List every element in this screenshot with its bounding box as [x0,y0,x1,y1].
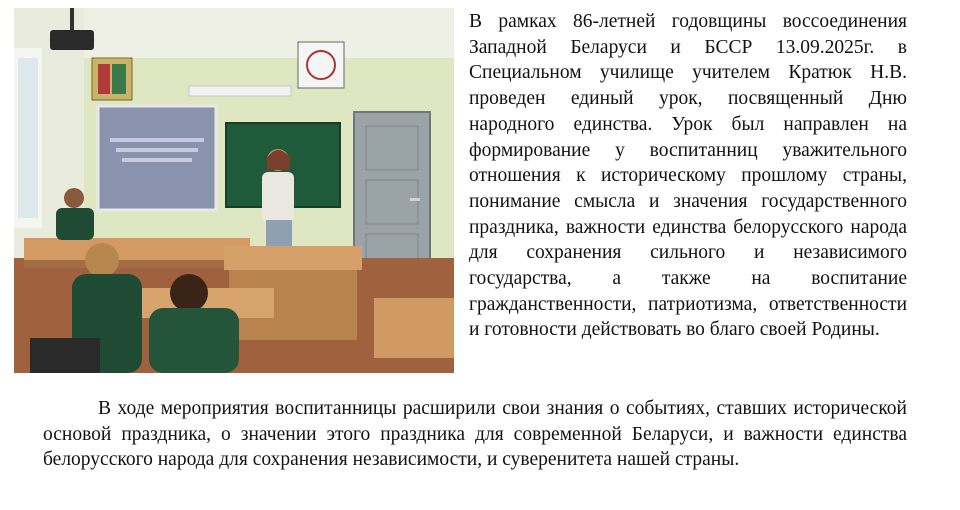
paragraph-1: В рамках 86-летней годовщины воссоединения Западной Беларуси и БССР 13.09.2025г. в Специальном училище учителем Кратюк Н.В. проведен единый урок, посвященный Дню народного единства. Урок был направлен на формирование у воспитанниц уважительного отношения к историческому прошлому страны, понимание смысла и значения государственного праздника, важности единства белорусского народа для сохранения сильного и независимого государства, а также на воспитание гражданственности, патриотизма, ответственности и готовности действовать во благо своей Родины. [469,11,907,341]
classroom-photo [14,8,454,373]
desk [224,246,362,270]
ceiling-lamp [189,86,291,96]
desk [374,298,454,358]
wall-poster [298,42,344,88]
chair [30,338,100,373]
projector [50,30,94,50]
desk [24,238,250,260]
article-text-upper [469,9,907,343]
paragraph-2: В ходе мероприятия воспитанницы расширили свои знания о событиях, ставших исторической основой праздника, о значении этого праздника для современной Беларуси, и важности единства белорусского народа для сохранения независимости, и суверенитета нашей страны. [43,398,907,471]
article-text-lower [43,396,907,473]
